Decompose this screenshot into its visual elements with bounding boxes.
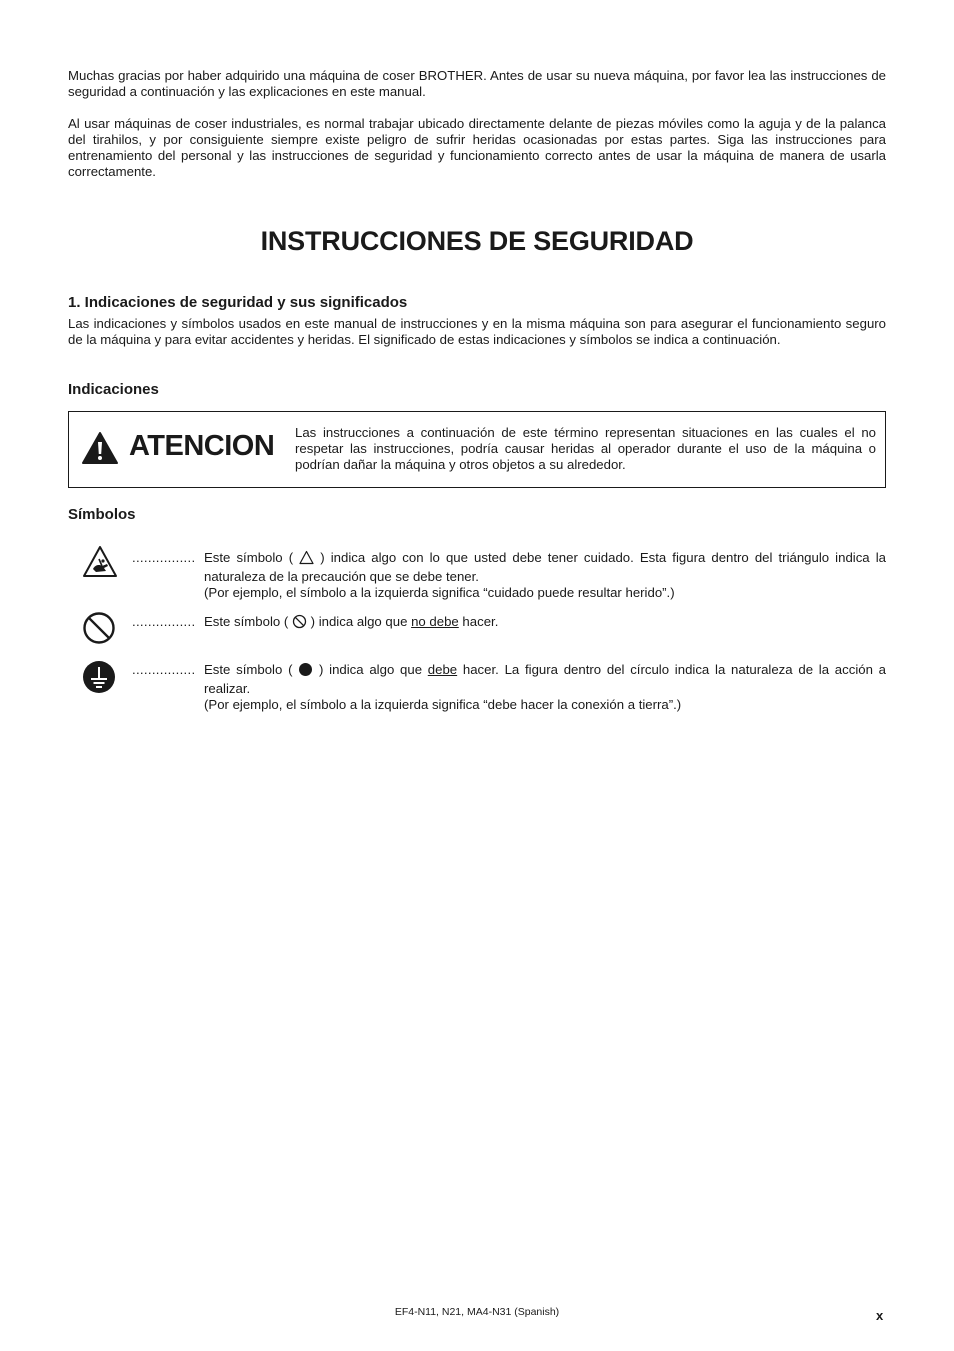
leader-dots: ................ <box>132 550 196 565</box>
caution-symbol-text <box>204 550 886 601</box>
simbolos-heading: Símbolos <box>68 506 136 523</box>
footer-model: EF4-N11, N21, MA4-N31 (Spanish) <box>394 1306 560 1318</box>
prohibited-text-mid: ) indica algo que <box>310 614 412 629</box>
intro-paragraph-2: Al usar máquinas de coser industriales, es normal trabajar ubicado directamente delante de piezas móviles como la aguja y de la palanca del tirahilos, y por consiguiente siempre existe peligro de sufrir heridas ocasionadas por estas partes. Siga las instrucciones para entrenamiento del personal y las instrucciones de seguridad y funcionamiento correcto antes de usar la máquina de manera de usarla correctamente. <box>68 116 886 179</box>
indicaciones-heading: Indicaciones <box>68 381 159 398</box>
mandatory-text-pre: Este símbolo ( <box>204 662 293 677</box>
leader-dots: ................ <box>132 662 196 677</box>
caution-text-pre: Este símbolo ( <box>204 550 294 565</box>
small-prohibition-icon <box>292 614 307 633</box>
mandatory-symbol-text <box>204 662 886 713</box>
intro-paragraph-1: Muchas gracias por haber adquirido una máquina de coser BROTHER. Antes de usar su nueva máquina, por favor lea las instrucciones de seguridad a continuación y las explicaciones en este manual. <box>68 68 886 99</box>
small-filled-circle-icon <box>298 662 313 681</box>
mandatory-symbol-row <box>132 662 886 712</box>
warning-triangle-icon <box>81 431 119 470</box>
mandatory-example: (Por ejemplo, el símbolo a la izquierda significa “debe hacer la conexión a tierra”.) <box>204 697 682 712</box>
small-triangle-icon <box>299 550 314 569</box>
caution-text-post: ) indica algo con lo que usted debe tener cuidado. Esta figura dentro del triángulo indica la naturaleza de la precaución que se debe tener. <box>204 550 886 584</box>
prohibition-symbol-row <box>132 614 886 632</box>
prohibition-symbol-text <box>204 614 886 633</box>
prohibited-underlined: no debe <box>411 614 459 629</box>
ground-connection-icon <box>82 660 116 699</box>
atencion-label: ATENCION <box>129 430 275 462</box>
caution-symbol-row <box>132 550 886 600</box>
caution-hand-triangle-icon <box>82 545 118 584</box>
prohibited-text-post: hacer. <box>458 614 499 629</box>
mandatory-text-post: hacer. La figura dentro del círculo indica la naturaleza de la acción a realizar. <box>204 662 886 696</box>
section-intro-text: Las indicaciones y símbolos usados en este manual de instrucciones y en la misma máquina son para asegurar el funcionamiento seguro de la máquina y para evitar accidentes y heridas. El significado de estas indicaciones y símbolos se indica a continuación. <box>68 316 886 347</box>
mandatory-text-mid: ) indica algo que <box>319 662 428 677</box>
atencion-description: Las instrucciones a continuación de este término representan situaciones en las cuales el no respetar las instrucciones, podría causar heridas al operador durante el uso de la máquina o podrían dañar la máquina y otros objetos a su alrededor. <box>295 425 876 472</box>
prohibition-icon <box>82 611 116 650</box>
leader-dots: ................ <box>132 614 196 629</box>
page-number: x <box>876 1308 884 1323</box>
caution-example: (Por ejemplo, el símbolo a la izquierda significa “cuidado puede resultar herido”.) <box>204 585 675 600</box>
atencion-box <box>68 411 886 488</box>
section-heading: 1. Indicaciones de seguridad y sus significados <box>68 294 408 311</box>
mandatory-underlined: debe <box>427 662 458 677</box>
page-title: INSTRUCCIONES DE SEGURIDAD <box>260 226 694 256</box>
prohibited-text-pre: Este símbolo ( <box>204 614 289 629</box>
